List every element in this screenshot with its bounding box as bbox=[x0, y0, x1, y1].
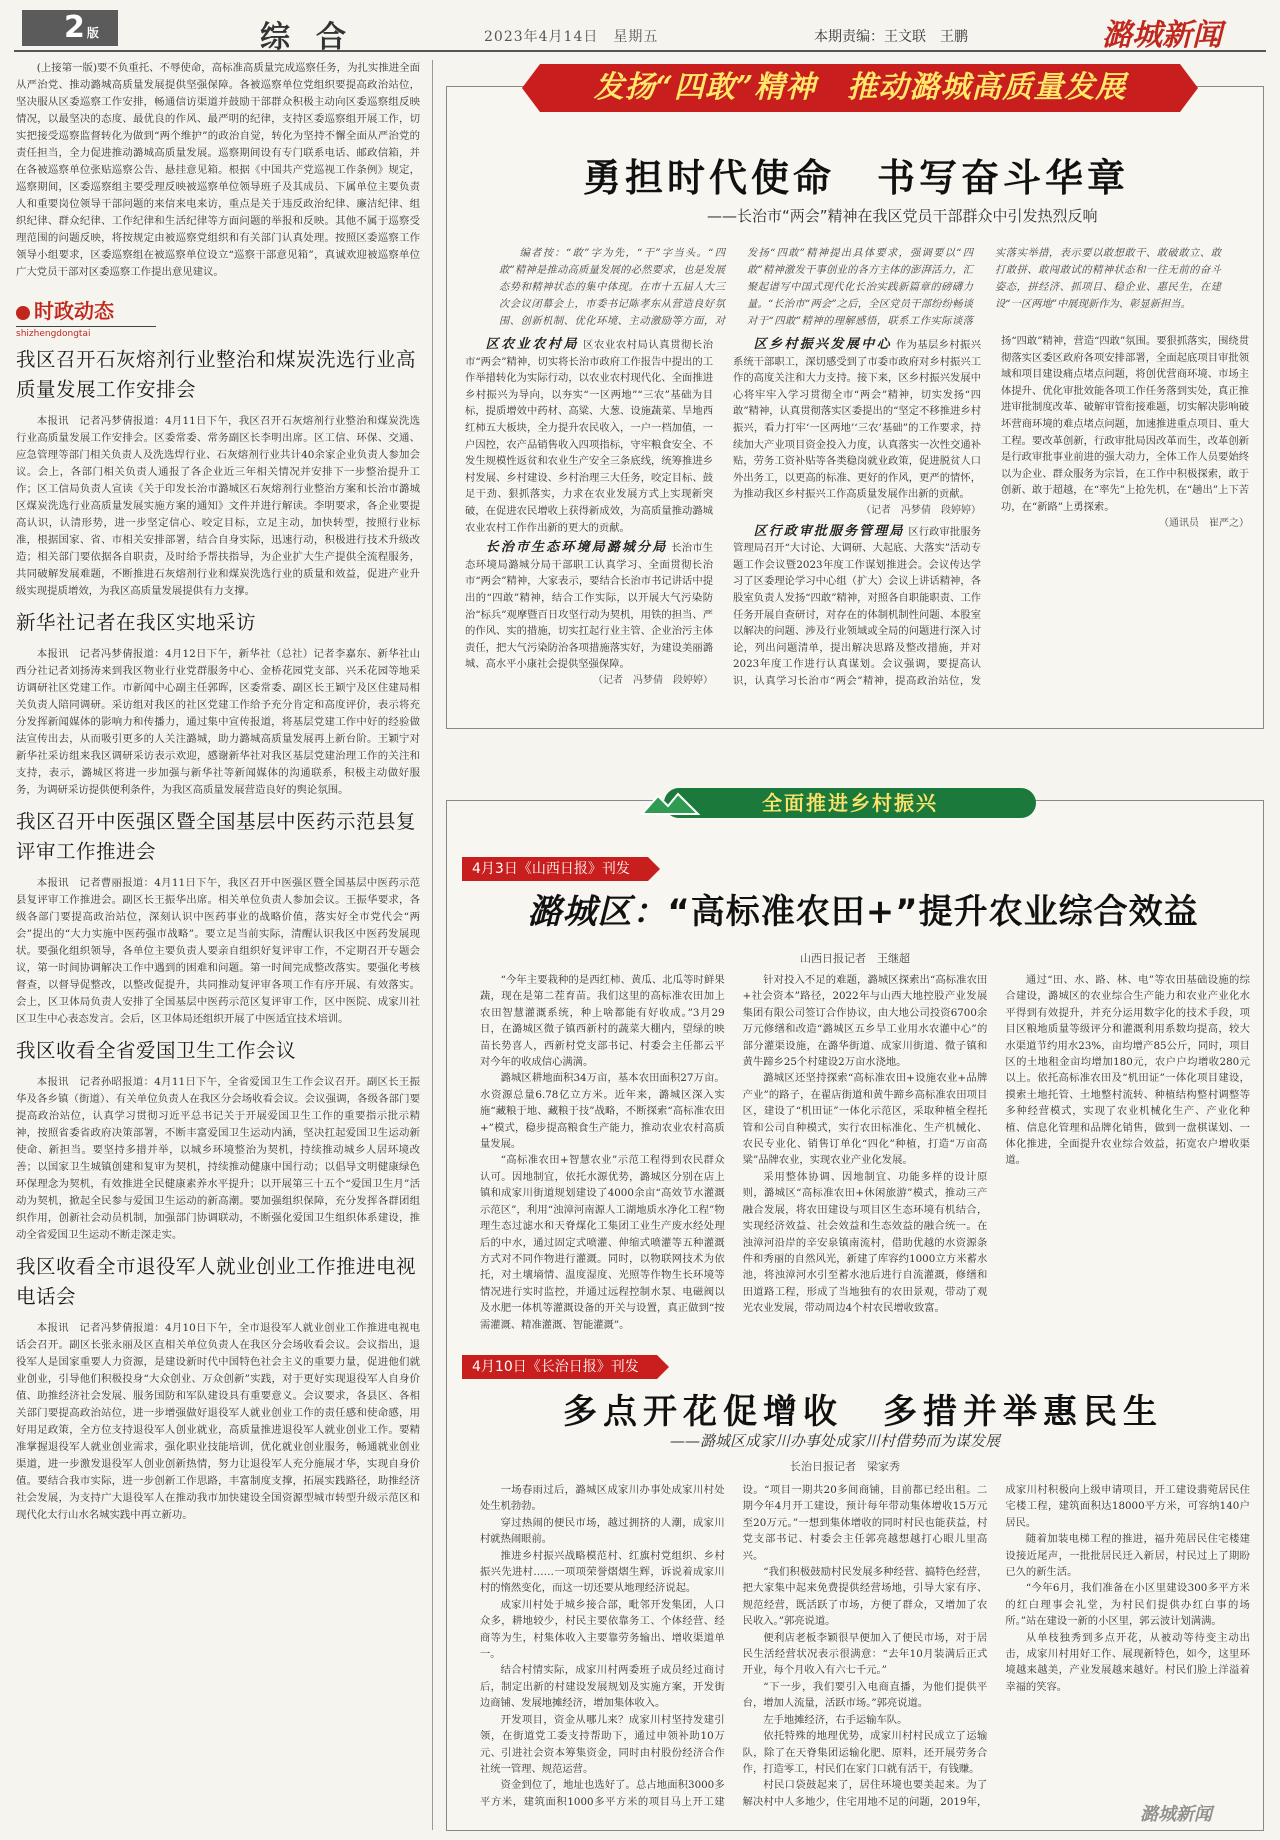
paragraph: “今年主要栽种的是西红柿、黄瓜、北瓜等时鲜果蔬，现在是第二茬育苗。我们这里的高标准农田加上农田智慧灌溉系统，种上啥都能有好收成。”3月29日，在潞城区微子镇西新村的蔬菜大棚内，望绿的映苗长势喜人，西新村党支部书记、村委会主任都云平对今年的收成信心满满。 bbox=[480, 974, 725, 1069]
article-headline: 多点开花促增收 多措并举惠民生 bbox=[563, 1392, 1163, 1432]
paragraph: 开发项目，资金从哪儿来？成家川村坚持发建引领，在街道党工委支持帮助下，通过申领补助10万元、引进社会资本筹集资金，同时由村股份经济合作社统一管理、规范运营。 bbox=[480, 1713, 725, 1775]
article-body: 本报讯 记者冯梦倩报道：4月10日下午，全市退役军人就业创业工作推进电视电话会召开。副区长张永丽及区直相关单位负责人在我区分会场收看会议。会议指出，退役军人是国家重要人力资源，是建设新时代中国特色社会主义的重要力量，促进他们就业创业，引导他们积极投身“大众创业、万众创新”实践，对于更好实现退役军人自身价值、助推经济社会发展、服务国防和军队建设具有重要意义。会议要求，各县区、各相关部门要提高政治站位，进一步增强做好退役军人就业创业工作的责任感和使命感，用好用足政策，全方位支持退役军人创业就业，高质量推进退役军人就业创业工作。要精准掌握退役军人就业创业需求，强化职业技能培训，优化就业创业服务，畅通就业创业渠道，进一步激发退役军人创业创新热情，努力让退役军人充分施展才华，实现自身价值。要结合我市实际，进一步创新工作思路，丰富制度支撑，拓展实践路径，助推经济社会发展，为支持广大退役军人在推动我市加快建设全国资源型城市转型升级示范区和现代化太行山水名城实践中再立新功。 bbox=[16, 1322, 420, 1521]
article-body: 本报讯 记者冯梦倩报道：4月12日下午，新华社（总社）记者李嘉东、新华社山西分社记者刘扬涛来到我区物业行业党群服务中心、金桥花园党支部、兴禾花园等地采访调研社区党建工作。市新闻中心副主任郭晖，区委常委、副区长王颖宁及区住建局相关负责人陪同调研。采访组对我区的社区党建工作给予充分肯定和高度评价，表示将充分发挥新闻媒体的影响力和传播力，通过集中宣传报道，将基层党建工作中好的经验做法宣传出去，从而吸引更多的人关注潞城，助力潞城高质量发展再上新台阶。王颖宁对新华社采访组来我区调研采访表示欢迎，感谢新华社对我区基层党建治理工作的关注和支持，表示，潞城区将进一步加强与新华社等新闻媒体的沟通联系，积极主动做好服务，为调研采访提供便利条件，为我区高质量发展营造良好的舆论氛围。 bbox=[16, 648, 420, 796]
article-title: 我区召开石灰熔剂行业整治和煤炭洗选行业高质量发展工作安排会 bbox=[16, 348, 417, 401]
paragraph: 潞城区耕地面积34万亩，基本农田面积27万亩。水资源总量6.78亿立方米。近年来，潞城区深入实施“藏粮于地、藏粮于技”战略，不断探索“高标准农田+”模式，稳步提高粮食生产能力，推动农业农村高质量发展。 bbox=[480, 1072, 725, 1151]
article-body: 本报讯 记者曹丽报道：4月11日下午，我区召开中医强区暨全国基层中医药示范县复评审工作推进会。副区长王振华出席。相关单位负责人参加会议。王振华要求，各级各部门要提高政治站位，深刻认识中医药事业的战略价值，落实好全市党代会“两会”提出的“大力实施中医药强市战略”。要立足当前实际，清醒认识我区中医药发展现状。要强化组织领导，各单位主要负责人要亲自组织好复评审工作，不定期召开专题会议，第一时间协调解决工作中遇到的困难和问题。第一时间完成整改落实。要强化考核督查，以督导促整改，以整改促提升，共同推动复评审各项工作有序开展、有效落实。会上，区卫体局负责人安排了全国基层中医药示范区复评审工作，区中医院、成家川社区卫生中心表态发言。会后，区卫体局还组织开展了中医适宜技术培训。 bbox=[16, 877, 420, 1025]
column-logo-icon bbox=[16, 306, 30, 320]
byline: 山西日报记者 王继超 bbox=[800, 952, 910, 965]
paragraph: 左手地摊经济，右手运输车队。 bbox=[763, 1713, 908, 1726]
paragraph: 便利店老板李颖很早便加入了便民市场，对于居民生活经营状况表示很满意：“去年10月装满后正式开业，每个月收入有六七千元。” bbox=[742, 1631, 988, 1677]
article-title: 新华社记者在我区实地采访 bbox=[16, 611, 257, 634]
credit: （记者 冯梦倩 段婷婷） bbox=[861, 504, 981, 516]
issue-date: 2023年4月14日 星期五 bbox=[484, 29, 659, 45]
paragraph: “今年6月，我们准备在小区里建设300多平方米的红白理事会礼堂，为村民们提供办红白事的场所。”站在建设一新的小区里，郭云波计划满满。 bbox=[1005, 1582, 1250, 1628]
feature-headline: 勇担时代使命 书写奋斗华章 bbox=[582, 156, 1129, 200]
paragraph: 针对投入不足的难题，潞城区探索出“高标准农田+社会资本”路径，2022年与山西大地控股产业发展集团有限公司签订合作协议，由大地公司投资6700余万元修缮和改造“潞城区五乡旱工业用水农灌中心”的部分灌渠设施，在潞华街道、成家川街道、微子镇和黄牛蹄乡25个村建设2万亩水浇地。 bbox=[742, 974, 988, 1069]
article-title: 我区收看全市退役军人就业创业工作推进电视电话会 bbox=[16, 1255, 417, 1308]
paragraph: 一场春雨过后，潞城区成家川办事处成家川村处处生机勃勃。 bbox=[480, 1484, 725, 1513]
feature-columns bbox=[465, 333, 1249, 693]
article-2 bbox=[16, 608, 420, 799]
article-headline bbox=[478, 884, 1248, 933]
headline-place: 潞城区： bbox=[527, 892, 668, 932]
credit: （记者 冯梦倩 段婷婷） bbox=[593, 674, 713, 686]
rural-revitalization-banner bbox=[664, 788, 1036, 818]
paragraph: 随着加装电梯工程的推进，福升苑居民住宅楼建设接近尾声，一批批居民迁入新居，村民过上了期盼已久的新生活。 bbox=[1005, 1533, 1250, 1579]
section-name: 综合 bbox=[260, 20, 372, 55]
page-suffix: 版 bbox=[86, 26, 99, 40]
article-1 bbox=[16, 345, 420, 600]
column-pinyin: shizhengdongtai bbox=[16, 329, 91, 339]
paragraph: 通过“田、水、路、林、电”等农田基础设施的综合建设，潞城区的农业综合生产能力和农业产业化水平得到有效提升，并充分运用数字化的技术手段，项目区粮地质量等级评分和灌溉利用系数均提高，较大水渠道节约用水23%，亩均增产85公斤，同时，项目区的土地租金亩均增加180元，农户户均增收280元以上。依托高标准农田及“机田证”一体化项目建设，摸索土地托管、土地整村流转、种植结构整村调整等多种经营模式，实现了农业机械化生产、产业化种植、信息化管理和品牌化销售，做到一盘棋谋划、一体化推进，全面提升农业综合效益，拓宽农户增收渠道。 bbox=[1005, 974, 1250, 1167]
paragraph: 资金到位了，地址也选好了。总占地面积3000多平方米，建筑面积1000多平方米的项目马上开工建设。“项目一期共20多间商铺，目前都已经出租。二期今年4月开工建设，预计每年带动集体增收15万元至20万元。”一想到集体增收的同时村民也能获益，村党支部书记、村委会主任郭亮越想越打心眼儿里高兴。 bbox=[480, 1484, 988, 1808]
feature-subtitle: ——长治市“两会”精神在我区党员干部群众中引发热烈反响 bbox=[707, 207, 1098, 225]
newspaper-logo: 潞城新闻 bbox=[1102, 18, 1222, 53]
headline-text: “高标准农田+”提升农业综合效益 bbox=[667, 892, 1199, 932]
unit-text: 区农业农村局认真贯彻长治市“两会”精神，切实将长治市政府工作报告中提出的工作举措转化为实际行动，以农业农村现代化、全面推进乡村振兴为导向，以夯实“一区两地”“三农”基础为目标，提质增效中药材、高粱、大葱、设施蔬菜、旱地西红柿五大板块，全力提升农民收入，一户一档加值，一户因控，农产品销售收入四项指标，守牢粮食安全、不发生规模性返贫和农业生产安全三条底线，统筹推进乡村发展、乡村建设、乡村治理三大任务，咬定目标、鼓足干劲、狠抓落实，力求在农业发展方式上实现新突破，在促进农民增收上获得新成效，为高质量推动潞城农业农村工作作出新的更大的贡献。 bbox=[465, 339, 713, 534]
article-title: 我区召开中医强区暨全国基层中医药示范县复评审工作推进会 bbox=[16, 810, 417, 863]
banner-label: 全面推进乡村振兴 bbox=[762, 791, 938, 815]
article-subtitle: ——潞城区成家川办事处成家川村借势而为谋发展 bbox=[670, 1432, 1001, 1450]
paragraph: 依托特殊的地理优势，成家川村村民成立了运输队，除了在天脊集团运输化肥、原料，还开展劳务合作，打造零工，村民们在家门口就有活干，有钱赚。 bbox=[742, 1730, 988, 1775]
paragraph: “我们积极鼓励村民发展多种经营、搞特色经营，把大家集中起来免费提供经营场地，引导大家有序、规范经营，既活跃了市场，方便了群众，又增加了农民收入。”郭亮说道。 bbox=[742, 1566, 988, 1628]
credit: （通讯员 崔严之） bbox=[1159, 517, 1249, 529]
column-divider bbox=[432, 60, 433, 1830]
feature-box-four-dare bbox=[446, 86, 1264, 729]
page-number-value: 2 bbox=[64, 10, 85, 45]
source-tag: 4月3日《山西日报》刊发 bbox=[462, 857, 648, 881]
paragraph: 潞城区还坚持探索“高标准农田+设施农业+品牌产业”的路子，在翟店街道和黄牛蹄乡高标准农田项目区，建设了“机田证”一体化示范区，采取种植全程托管和公司自种模式，实行农田标准化、生产机械化、农民专业化、销售订单化“四化”种植，打造“万亩高粱”品牌农业，实现农业产业化发展。 bbox=[742, 1072, 988, 1167]
paragraph: 采用整体协调、因地制宜、功能多样的设计原则，潞城区“高标准农田+休闲旅游”模式，推动三产融合发展，将农田建设与项目区生态环境有机结合，实现经济效益、社会效益和生态效益的融合统一。在浊漳河沿岸的辛安泉镇南流村，借助优越的水资源条件和秀丽的自然风光，新建了库容约1000立方米蓄水池，将浊漳河水引至蓄水池后进行自流灌溉，修缮和田道路工程，形成了当地独有的农田景观，带动了观光农业发展，带动周边4个村农民增收致富。 bbox=[742, 1170, 988, 1315]
paragraph: “高标准农田+智慧农业”示范工程得到农民群众认可。因地制宜，依托水源优势，潞城区分别在店上镇和成家川街道规划建设了4000余亩“高效节水灌溉示范区”，利用“浊漳河南源人工湖地质水净化工程”物理生态过滤水和天脊煤化工集团工业生产废水经处理后的中水，通过固定式喷灌、伸缩式喷灌等五种灌溉方式对不同作物进行灌溉。同时，以物联网技术为依托，对土壤墒情、温度湿度、光照等作物生长环境等情况进行实时监控，并通过远程控制水泵、电磁阀以及水肥一体机等灌溉设备的开关与设置，真正做到“按需灌溉、精准灌溉、智能灌溉”。 bbox=[480, 1154, 725, 1331]
masthead bbox=[14, 10, 1266, 55]
paragraph: 结合村情实际，成家川村两委班子成员经过商讨后，制定出新的村建设发展规划及实施方案，开发街边商铺、发展地摊经济，增加集体收入。 bbox=[480, 1664, 725, 1710]
unit-name: 区农业农村局 bbox=[485, 337, 580, 352]
watermark: 潞城新闻 bbox=[1140, 1804, 1212, 1825]
unit-text: 作为基层乡村振兴系统干部职工，深切感受到了市委市政府对乡村振兴工作的高度关注和大力支持。接下来，区乡村振兴发展中心将牢牢入学习贯彻全市“两会”精神，切实发扬“四敢”精神，认真贯彻落实区委提出的“坚定不移推进乡村振兴，看力打牢‘一区两地’‘三农’基础”的工作要求，持续加大产业项目资金投入力度，认真落实一次性交通补贴，劳务工资补贴等各类稳岗就业政策，促进脱贫人口外出务工，以更高的标准、更好的作风，更严的情怀，为推动我区乡村振兴工作高质量发展作出新的贡献。 bbox=[733, 339, 981, 501]
unit-name: 长治市生态环境局潞城分局 bbox=[485, 540, 668, 556]
paragraph: “下一步，我们要引入电商直播，为他们提供平台，增加人流量，活跃市场。”郭亮说道。 bbox=[742, 1680, 988, 1710]
article-3 bbox=[16, 807, 420, 1028]
column-title: 时政动态 bbox=[34, 299, 114, 323]
paragraph: 穿过热闹的便民市场，越过拥挤的人潮，成家川村就热闹眼前。 bbox=[480, 1516, 725, 1546]
four-dare-banner: 发扬“四敢”精神 推动潞城高质量发展 bbox=[540, 64, 1180, 112]
mountain-icon bbox=[638, 788, 708, 818]
article-body: 本报讯 记者孙昭报道：4月11日下午，全省爱国卫生工作会议召开。副区长王振华及各乡镇（街道）、有关单位负责人在我区分会场收看会议。会议强调，各级各部门要提高政治站位，认真学习贯彻习近平总书记关于开展爱国卫生工作的重要指示批示精神，按照省委省政府决策部署，不断丰富爱国卫生运动内涵，坚决扛起爱国卫生运动新使命、新担当。要坚持多措并举，以城乡环境整治为契机，持续推动城乡人居环境改善；以国家卫生城镇创建和复审为契机，持续推动健康中国行动；以倡导文明健康绿色环保理念为契机，有效推进全民健康素养水平提升；以开展第三十五个“爱国卫生月”活动为契机，掀起全民参与爱国卫生运动的新高潮。要加强组织保障，充分发挥各群团组织作用，创新社会动员机制，加强部门协调联动，不断强化爱国卫生组织体系建设，推动全省爱国卫生运动不断走深走实。 bbox=[16, 1076, 420, 1241]
article-columns bbox=[480, 1482, 1250, 1822]
paragraph: 村民口袋鼓起来了，居住环境也要美起来。为了解决村中人多地少，住宅用地不足的问题，2019年，成家川村积极向上级申请项目，开工建设翡菀居民住宅楼工程，建筑面积达18000平方米，可容纳140户居民。 bbox=[742, 1484, 1250, 1808]
continued-article: (上接第一版)要不负重托、不辱使命，高标准高质量完成巡察任务，为扎实推进全面从严治党、推动潞城高质量发展提供坚强保障。各被巡察单位党组织要提高政治站位，坚决服从区委巡察工作安排，畅通信访渠道并鼓励干部群众积极主动向区委巡察组反映情况，以最坚决的态度、最优良的作风、最严明的纪律，支持区委巡察组开展工作，切实把接受巡察监督转化为做到“两个维护”的政治自觉，转化为坚持不懈全面从严治党的责任担当，全力促进推动潞城高质量发展。巡察期间设有专门联系电话、邮政信箱，并在各被巡察单位张贴巡察公告、悬挂意见箱。根据《中国共产党巡视工作条例》规定，巡察期间，区委巡察组主要受理反映被巡察单位领导班子及其成员、下属单位主要负责人和重要岗位领导干部问题的来信来电来访，重点是关于违反政治纪律、廉洁纪律、组织纪律、群众纪律、工作纪律和生活纪律等方面问题的举报和反映。其他不属于巡察受理范围的问题反映，将按规定由被巡察党组织和有关部门认真处理。按照区委巡察工作领导小组要求，区委巡察组在被巡察单位设立“巡察干部意见箱”，真诚欢迎被巡察单位广大党员干部对区委巡察工作提出意见建议。 bbox=[16, 62, 420, 278]
byline: 长治日报记者 梁家秀 bbox=[790, 1460, 900, 1473]
source-tag: 4月10日《长治日报》刊发 bbox=[462, 1355, 657, 1379]
unit-name: 区行政审批服务管理局 bbox=[753, 523, 905, 539]
column-header bbox=[16, 295, 156, 327]
paragraph: 从单枝独秀到多点开花，从被动等待变主动出击，成家川村用好工作、展现新特色，如今，这里环境越来越美，产业发展越来越好。村民们脸上洋溢着幸福的笑容。 bbox=[1005, 1631, 1250, 1693]
editors: 本期责编：王文联 王鹏 bbox=[814, 29, 968, 45]
article-columns bbox=[480, 972, 1250, 1342]
unit-paragraph bbox=[465, 536, 713, 689]
page-number bbox=[22, 10, 118, 46]
unit-name: 区乡村振兴发展中心 bbox=[753, 337, 892, 352]
unit-text: 长治市生态环境局潞城分局干部职工认真学习、全面贯彻长治市“两会”精神，大家表示，要结合长治市书记讲话中提出的“四敢”精神，结合工作实际，以开展大气污染防治“标兵”观摩暨百日攻坚行动为契机，用铁的担当、严的作风、实的措施，切实扛起行业主管、企业治污主体责任，把大气污染防治各项措施落实好，为建设美丽潞城、高水平小康社会提供坚强保障。 bbox=[465, 542, 713, 671]
article-body: 本报讯 记者冯梦倩报道：4月11日下午，我区召开石灰熔剂行业整治和煤炭洗选行业高质量发展工作安排会。区委常委、常务副区长李明出席。区工信、环保、交通、应急管理等部门相关负责人及洗选焊行业、石灰熔剂行业共计40余家企业负责人参加会议。会上，各部门相关负责人通报了各企业近三年相关情况并安排下一步整治提升工作；区工信局负责人宣读《关于印发长治市潞城区石灰熔剂行业整治方案和长治市潞城区煤炭洗选行业高质量发展实施方案的通知》文件并进行解读。李明要求，各企业要提高认识，认清形势，进一步坚定信心、咬定目标，立足主动，加快转型，按照行业标准，根据国家、省、市相关安排部署，结合自身实际，迅速行动，积极进行技术升级改造；相关部门要依据各自职责，及时给予帮扶指导，为企业扩大生产提供全流程服务，共同破解发展难题，不断推进石灰熔剂行业和煤炭洗选行业的质量和效益，促进产业升级实现提质增效，为我区高质量发展提供有力支撑。 bbox=[16, 415, 420, 597]
paragraph: 推进乡村振兴战略模范村、红旗村党组织、乡村振兴先进村……一项项荣誉熠熠生辉，诉说着成家川村的惰然变化，而这一切还要从地理经济说起。 bbox=[480, 1549, 725, 1595]
unit-paragraph bbox=[465, 333, 713, 536]
article-title: 我区收看全省爱国卫生工作会议 bbox=[16, 1039, 297, 1062]
unit-paragraph bbox=[733, 333, 981, 520]
paragraph: 成家川村处于城乡接合部，毗邻开发集团，人口众多，耕地较少，村民主要依靠务工、个体经营、经商等为生，村集体收入主要靠劳务输出、增收渠道单一。 bbox=[480, 1598, 725, 1661]
article-5 bbox=[16, 1252, 420, 1524]
unit-text: 区行政审批服务管理局召开“大讨论、大调研、大起底、大落实”活动专题工作会议暨2023年度工作谋划推进会。会议传达学习了区委理论学习中心组（扩大）会议上讲话精神，各股室负责人发扬“四敢”精神，对照各自职能职责、工作任务开展自查研讨，对存在的体制机制性问题、本股室以解决的问题、涉及行业领域或全局的问题进行深入讨论，列出问题清单，提出解决思路及整改措施，并对2023年度工作进行认真谋划。会议强调，要提高认识，认真学习长治市“两会”精神，提高政治站位，发扬“四敢”精神，营造“四敢”氛围。要狠抓落实，围绕贯彻落实区委区政府各项安排部署，全面起底项目审批领域和项目建设痛点堵点问题，将创优营商环境、市场主体提升、优化审批效能各项工作任务落到实处，真正推进审批制度改革、破解审管衔接难题，切实解决影响破坏营商环境的难点堵点问题，加速推进重点项目、重大工程。要改革创新，行政审批局因改革而生，改革创新是行政审批事业前进的强大动力，全体工作人员要始终以为企业、群众服务为宗旨，在工作中积极探索，敢于创新、敢于超越，在“率先”上抢先机，在“趟出”上下苦功，在“新路”上勇探索。 bbox=[733, 335, 1249, 687]
left-column bbox=[16, 60, 420, 1532]
article-4 bbox=[16, 1036, 420, 1244]
editor-note: 编者按：“敢”字为先，“干”字当头。“四敢”精神是推动高质量发展的必然要求，也是发展态势和精神状态的集中体现。在市十五届人大三次会议闭幕会上，市委书记陈孝东从营造良好氛围、创新机制、优化环境、主动激励等方面，对发扬“四敢”精神提出具体要求，强调要以“四敢”精神激发干事创业的各方主体的澎湃活力，汇聚起谱写中国式现代化长治实践新篇章的磅礴力量。“长治市“两会”之后，全区党员干部纷纷畅谈对于“四敢”精神的理解感悟，联系工作实际谈落实落实举措，表示要以敢想敢干、敢破敢立、敢打敢拼、敢闯敢试的精神状态和一往无前的奋斗姿态，拼经济、抓项目、稳企业、惠民生，在建设“一区两地”中展现新作为、彰显新担当。 bbox=[499, 247, 1221, 327]
